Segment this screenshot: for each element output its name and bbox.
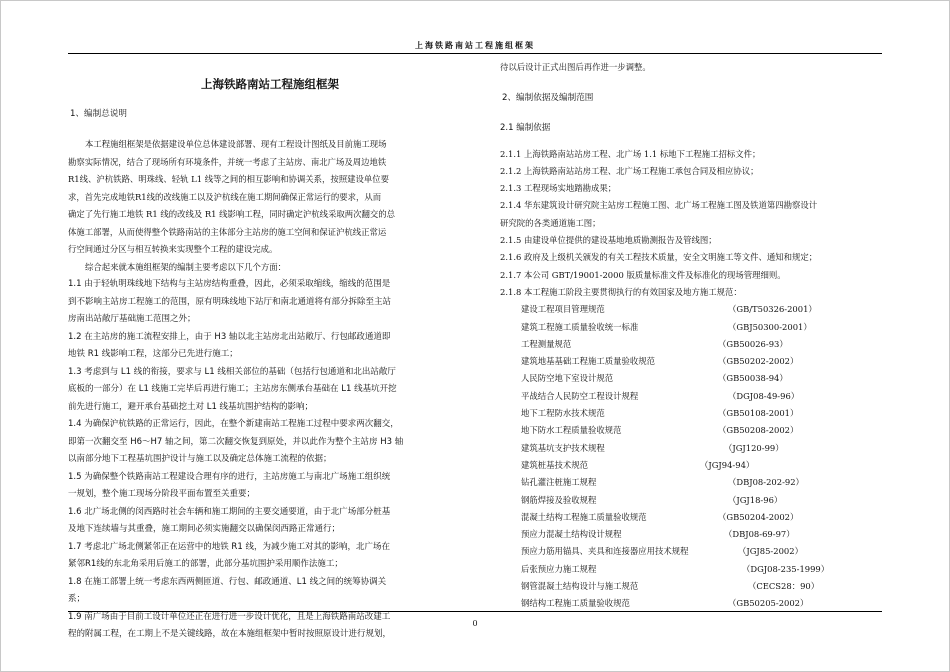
standard-name: 钢管混凝土结构设计与施工规范 xyxy=(521,581,639,592)
standard-code: （GB50026-93） xyxy=(718,338,788,349)
intro-line: 求，首先完成地铁R1线的改线施工以及沪杭线在施工期间确保正常运行的要求，从而 xyxy=(68,191,382,202)
intro-line: R1线、沪杭铁路、明珠线、轻轨 L1 线等之间的相互影响和协调关系，按照建设单位要 xyxy=(68,174,389,184)
consideration-line: 紧邻R1线的东北角采用后施工的部署，此部分基坑围护采用顺作法施工； xyxy=(68,559,343,569)
consideration-line: 1.2 在主站房的施工流程安排上，由于 H3 轴以北主站房北出站敞厅、行包邮政通道即 xyxy=(68,331,391,342)
standard-code: （DGJ08-235-1999） xyxy=(742,563,830,574)
standard-row xyxy=(500,526,882,543)
footer-rule xyxy=(68,611,882,612)
consideration-line: 及地下连续墙与其重叠，施工期间必须实施翻交以确保闵西路正常通行； xyxy=(68,524,341,534)
standard-row xyxy=(500,543,882,560)
standard-row xyxy=(500,405,882,422)
basis-item xyxy=(500,232,882,249)
basis-line: 2.1.5 由建设单位提供的建设基地地质勘测报告及管线图； xyxy=(500,235,717,246)
intro-line: 确定了先行施工地铁 R1 线的改线及 R1 线影响工程，同时确定沪杭线采取两次翻交的总 xyxy=(68,209,396,219)
consideration-line: 1.7 考虑北广场北侧紧邻正在运营中的地铁 R1 线，为减少施工对其的影响，北广场在 xyxy=(68,541,390,552)
consideration-item xyxy=(68,539,472,574)
considerations-intro: 综合起来就本施组框架的编制主要考虑以下几个方面： xyxy=(85,261,286,272)
standard-name: 钢筋焊接及验收规程 xyxy=(521,494,597,505)
consideration-item xyxy=(68,329,472,364)
standard-code: （GB50038-94） xyxy=(718,373,788,384)
standard-name: 预应力筋用锚具、夹具和连接器应用技术规程 xyxy=(521,546,689,557)
consideration-item xyxy=(68,574,472,609)
subsection-2-1-heading: 2.1 编制依据 xyxy=(500,123,551,134)
basis-line: 研究院的各类通道施工图； xyxy=(500,217,601,228)
basis-item xyxy=(500,197,882,232)
basis-item xyxy=(500,146,882,163)
continuation-line: 待以后设计正式出图后再作进一步调整。 xyxy=(500,62,651,72)
consideration-line: 1.1 由于轻轨明珠线地下结构与主站房结构重叠，因此，必须采取缩线，缩线的范围是 xyxy=(68,279,391,289)
left-column xyxy=(68,60,472,644)
standard-row xyxy=(500,595,882,612)
standard-code: （GB50204-2002） xyxy=(718,511,799,522)
standard-code: （GB50205-2002） xyxy=(728,598,809,609)
standard-name: 平战结合人民防空工程设计规程 xyxy=(521,390,639,401)
standard-name: 建设工程项目管理规范 xyxy=(521,304,605,315)
consideration-line: 地铁 R1 线影响工程，这部分已先进行施工； xyxy=(68,349,238,359)
basis-line: 2.1.7 本公司 GBT/19001-2000 版质量标准文件及标准化的现场管理细则。 xyxy=(500,269,786,280)
standard-code: （DBJ08-69-97） xyxy=(724,529,795,540)
standard-row xyxy=(500,422,882,439)
standard-code: （GBJ50300-2001） xyxy=(728,321,812,332)
standard-name: 建筑基坑支护技术规程 xyxy=(521,442,605,453)
running-header: 上海铁路南站工程施组框架 xyxy=(415,40,535,50)
standard-row xyxy=(500,301,882,318)
standard-name: 后张预应力施工规程 xyxy=(521,563,597,574)
standard-code: （JGJ85-2002） xyxy=(738,546,803,557)
standard-row xyxy=(500,336,882,353)
intro-line: 本工程施组框架是依据建设单位总体建设部署、现有工程设计图纸及目前施工现场 xyxy=(85,139,387,149)
header-rule xyxy=(68,53,882,54)
considerations-list xyxy=(68,276,472,644)
section-2-heading: 2、编制依据及编制范围 xyxy=(502,93,594,104)
consideration-line: 到不影响主站房工程施工的范围，原有明珠线地下站厅和南北通道将有部分拆除至主站 xyxy=(68,296,392,307)
page-number: 0 xyxy=(472,619,478,628)
consideration-line: 一规划，整个施工现场分阶段平面布置至关重要； xyxy=(68,489,256,499)
consideration-item xyxy=(68,504,472,539)
standard-row xyxy=(500,492,882,509)
consideration-line: 以南部分地下工程基坑围护设计与施工以及确定总体施工流程的依据； xyxy=(68,454,332,464)
standard-row xyxy=(500,388,882,405)
standard-name: 预应力混凝土结构设计规程 xyxy=(521,529,622,540)
basis-item xyxy=(500,267,882,284)
standard-code: （GB50108-2001） xyxy=(718,408,799,419)
consideration-line: 1.4 为确保沪杭铁路的正常运行，因此，在整个新建南站工程施工过程中要求两次翻交， xyxy=(68,419,399,429)
standard-code: （DGJ08-49-96） xyxy=(728,390,800,401)
standard-name: 工程测量规范 xyxy=(521,338,572,349)
intro-line: 勘察实际情况，结合了现场所有环境条件，并统一考虑了主站房、南北广场及周边地铁 xyxy=(68,156,387,167)
consideration-line: 1.5 为确保整个铁路南站工程建设合理有序的进行，主站房施工与南北广场施工组织统 xyxy=(68,471,391,482)
consideration-item xyxy=(68,416,472,469)
standard-name: 建筑地基基础工程施工质量验收规范 xyxy=(521,356,655,367)
standard-name: 钢结构工程施工质量验收规范 xyxy=(521,598,630,609)
consideration-line: 房南出站敞厅基础施工范围之外； xyxy=(68,314,196,324)
intro-paragraph xyxy=(68,136,472,259)
standard-name: 地下防水工程质量验收规范 xyxy=(521,425,622,436)
basis-item xyxy=(500,180,882,197)
consideration-line: 前先进行施工，避开承台基础挖土对 L1 线基坑围护结构的影响； xyxy=(68,401,314,412)
standard-code: （DBJ08-202-92） xyxy=(728,477,804,488)
standard-row xyxy=(500,457,882,474)
basis-line: 2.1.4 华东建筑设计研究院主站房工程施工图、北广场工程施工图及铁道第四勘察设计 xyxy=(500,200,818,211)
standard-name: 建筑桩基技术规范 xyxy=(521,459,588,470)
basis-line: 2.1.2 上海铁路南站站房工程、北广场工程施工承包合同及相应协议； xyxy=(500,165,759,176)
standard-row xyxy=(500,353,882,370)
standard-row xyxy=(500,319,882,336)
right-column xyxy=(500,60,882,613)
consideration-line: 系； xyxy=(68,594,86,604)
consideration-item xyxy=(68,364,472,417)
standard-code: （JGJ120-99） xyxy=(724,442,784,453)
standard-row xyxy=(500,509,882,526)
standard-row xyxy=(500,474,882,491)
standard-name: 建筑工程施工质量验收统一标准 xyxy=(521,321,639,332)
standard-name: 人民防空地下室设计规范 xyxy=(521,373,614,384)
standard-code: （JGJ94-94） xyxy=(700,459,755,470)
standards-list xyxy=(500,301,882,612)
consideration-line: 底板的一部分）在 L1 线施工完毕后再进行施工；主站房东侧承台基础在 L1 线基坑开挖 xyxy=(68,384,397,394)
basis-list xyxy=(500,146,882,302)
standard-row xyxy=(500,370,882,387)
consideration-item xyxy=(68,469,472,504)
standard-name: 混凝土结构工程施工质量验收规范 xyxy=(521,511,647,522)
basis-line: 2.1.8 本工程施工阶段主要贯彻执行的有效国家及地方施工规范： xyxy=(500,286,742,297)
standard-row xyxy=(500,561,882,578)
intro-line: 体施工部署，从而使得整个铁路南站的主体部分主站房的施工空间和保证沪杭线正常运 xyxy=(68,226,387,237)
standard-code: （CECS28：90） xyxy=(748,581,820,592)
basis-item xyxy=(500,284,882,301)
standard-code: （JGJ18-96） xyxy=(728,494,783,505)
basis-item xyxy=(500,249,882,266)
basis-item xyxy=(500,163,882,180)
basis-line: 2.1.3 工程现场实地踏勘成果； xyxy=(500,183,617,194)
basis-line: 2.1.6 政府及上级机关颁发的有关工程技术质量，安全文明施工等文件、通知和规定； xyxy=(500,252,818,263)
intro-line: 行空间通过分区与相互转换来实现整个工程的建设完成。 xyxy=(68,244,278,254)
standard-name: 地下工程防水技术规范 xyxy=(521,408,605,419)
standard-code: （GB50202-2002） xyxy=(718,356,799,367)
standard-row xyxy=(500,578,882,595)
section-1-heading: 1、编制总说明 xyxy=(70,109,128,119)
standard-row xyxy=(500,440,882,457)
consideration-line: 1.8 在施工部署上统一考虑东西两侧匝道、行包、邮政通道、L1 线之间的统筹协调关 xyxy=(68,576,387,587)
standard-name: 钻孔灌注桩施工规程 xyxy=(521,477,597,488)
document-title: 上海铁路南站工程施组框架 xyxy=(201,77,339,91)
standard-code: （GB50208-2002） xyxy=(718,425,799,436)
consideration-line: 程的附属工程，在工期上不是关键线路，故在本施组框架中暂时按照原设计进行规划， xyxy=(68,629,392,639)
basis-line: 2.1.1 上海铁路南站站房工程、北广场 1.1 标地下工程施工招标文件； xyxy=(500,148,761,159)
consideration-line: 1.6 北广场北侧的闵西路时社会车辆和施工期间的主要交通要道，由于北广场部分桩基 xyxy=(68,506,391,517)
consideration-line: 即第一次翻交至 H6～H7 轴之间，第二次翻交恢复到原处，并以此作为整个主站房 H3 轴 xyxy=(68,436,404,447)
consideration-item xyxy=(68,276,472,329)
consideration-line: 1.3 考虑到与 L1 线的衔接，要求与 L1 线相关部位的基础（包括行包通道和北出站敞厅 xyxy=(68,366,396,377)
consideration-line: 1.9 南广场由于目前工设计单位还正在进行进一步设计优化，且是上海铁路南站改建工 xyxy=(68,611,391,622)
standard-code: （GB/T50326-2001） xyxy=(728,304,817,315)
